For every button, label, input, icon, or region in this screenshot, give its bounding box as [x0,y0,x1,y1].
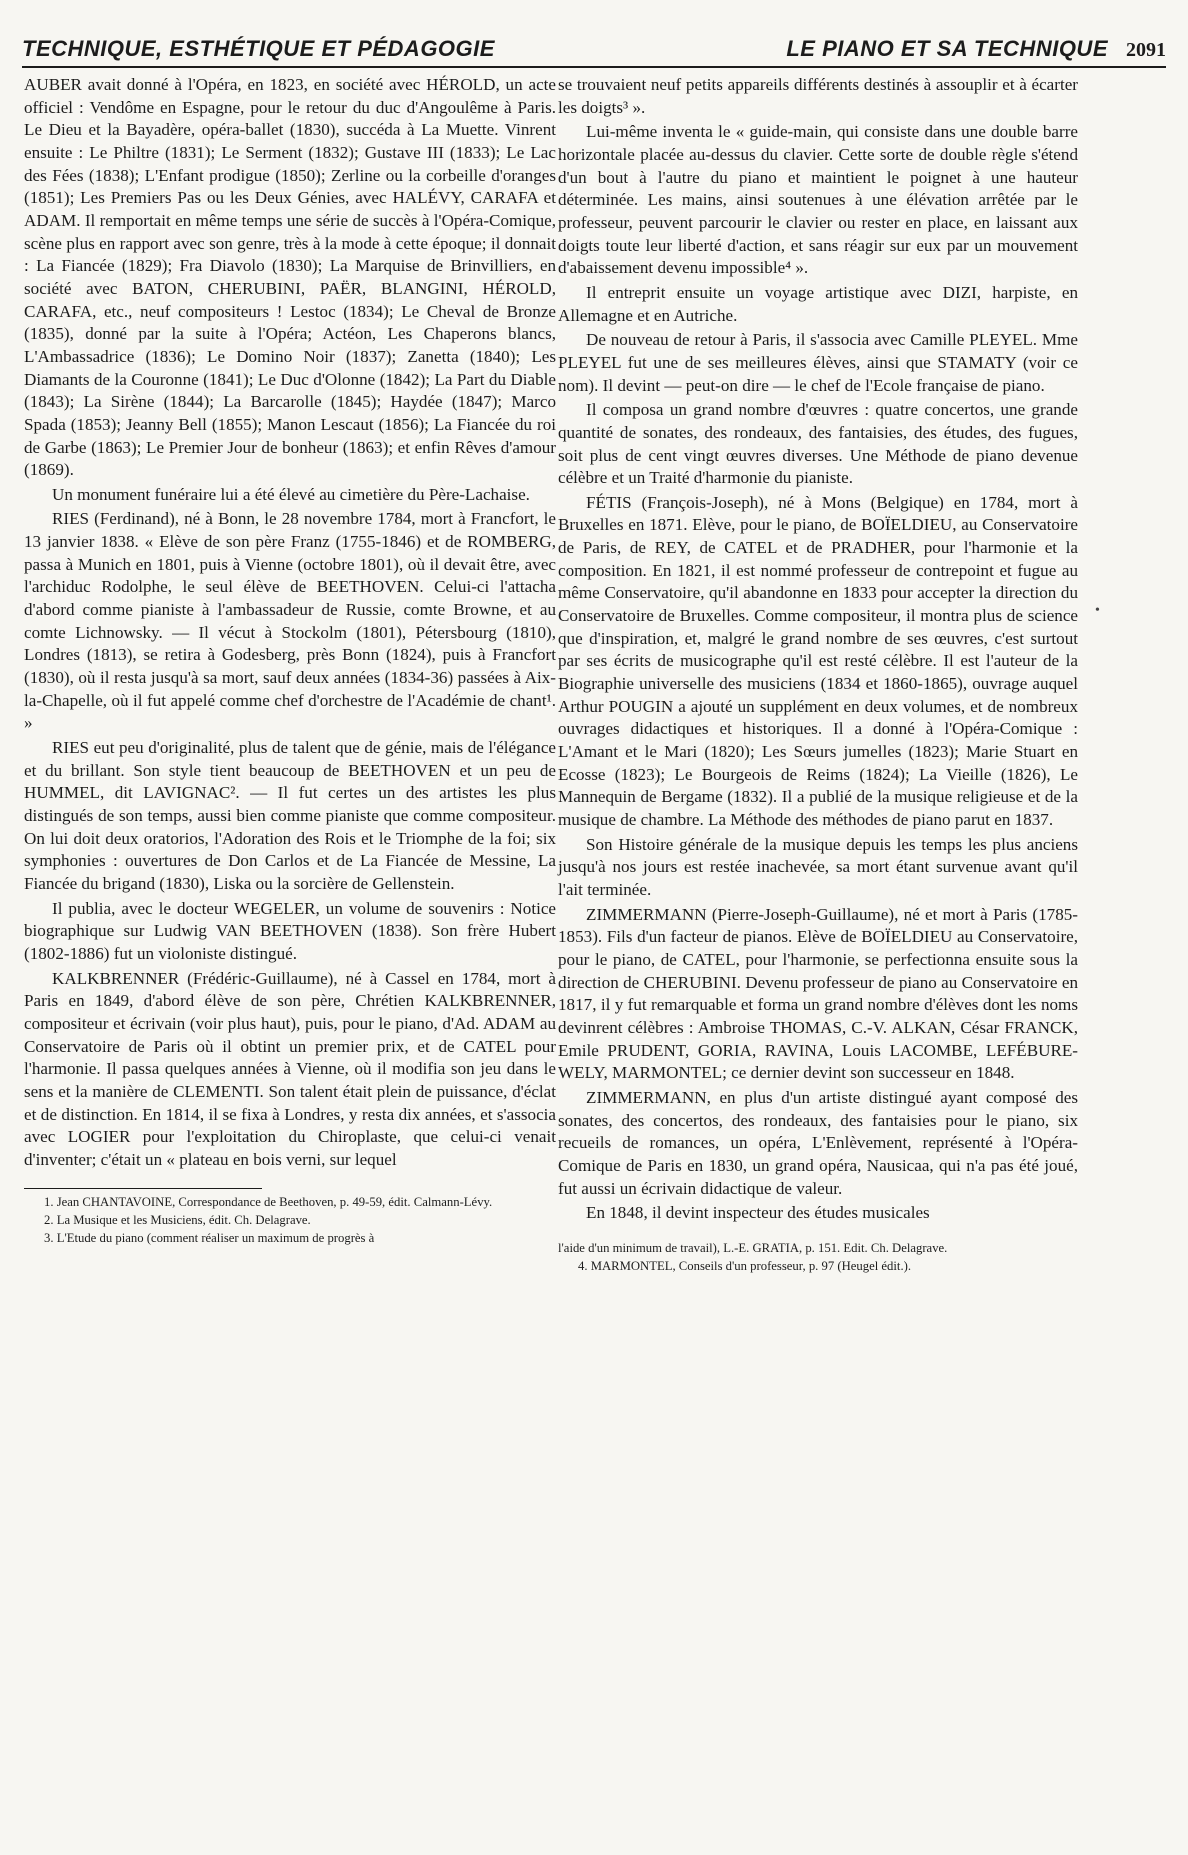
paragraph-ries-style: RIES eut peu d'originalité, plus de talent que de génie, mais de l'élégance et du brillant. Son style tient beaucoup de BEETHOVEN et un peu de HUMMEL, dit LAVIGNAC². — Il fut certes un des artistes les plus distingués de son temps, aussi bien comme pianiste que comme compositeur. On lui doit deux oratorios, l'Adoration des Rois et le Triomphe de la foi; six symphonies : ouvertures de Don Carlos et de La Fiancée de Messine, La Fiancée du brigand (1830), Liska ou la sorcière de Gellenstein. [24,738,556,893]
paragraph-continuation: se trouvaient neuf petits appareils différents destinés à assouplir et à écarter les doigts³ ». [558,75,1078,117]
footnote: 1. Jean CHANTAVOINE, Correspondance de Beethoven, p. 49-59, édit. Calmann-Lévy. [44,1194,493,1209]
paragraph-voyage: Il entreprit ensuite un voyage artistique avec DIZI, harpiste, en Allemagne et en Autriche. [558,282,1078,325]
footnote-divider [24,1188,262,1189]
footnote-continuation: l'aide d'un minimum de travail), L.-E. GRATIA, p. 151. Edit. Ch. Delagrave. [558,1240,948,1255]
page-number: 2091 [1126,39,1166,61]
right-column-body [558,74,1078,1225]
paragraph-histoire: Son Histoire générale de la musique depuis les temps les plus anciens jusqu'à nos jours est restée inachevée, sa mort étant survenue avant qu'il l'ait terminée. [558,834,1078,899]
paragraph-wegeler: Il publia, avec le docteur WEGELER, un volume de souvenirs : Notice biographique sur Ludwig VAN BEETHOVEN (1838). Son frère Hubert (1802-1886) fut un violoniste distingué. [24,898,556,963]
margin-dot: • [1095,603,1100,618]
paragraph-kalkbrenner: KALKBRENNER (Frédéric-Guillaume), né à Cassel en 1784, mort à Paris en 1849, d'abord élève de son père, Chrétien KALKBRENNER, compositeur et écrivain (voir plus haut), puis, pour le piano, d'Ad. ADAM au Conservatoire de Paris où il obtint un premier prix, et de CATEL pour l'harmonie. Il passa quelques années à Vienne, où il modifia son jeu dans le sens et la manière de CLEMENTI. Son talent était plein de puissance, d'éclat et de distinction. En 1814, il se fixa à Londres, y resta dix années, et s'associa avec LOGIER pour l'exploitation du Chiroplaste, que celui-ci venait d'inventer; c'était un « plateau en bois verni, sur lequel [24,968,556,1169]
left-column-body [24,74,556,1172]
paragraph-ries: RIES (Ferdinand), né à Bonn, le 28 novembre 1784, mort à Francfort, le 13 janvier 1838. « Elève de son père Franz (1755-1846) et de ROMBERG, passa à Munich en 1801, puis à Vienne (octobre 1801), où il devait être, avec l'archiduc Rodolphe, le seul élève de BEETHOVEN. Celui-ci l'attacha d'abord comme pianiste à l'ambassadeur de Russie, comte Browne, et au comte Lichnowsky. — Il vécut à Stockolm (1801), Pétersbourg (1810), Londres (1813), se retira à Godesberg, près Bonn (1824), puis à Francfort (1830), où il resta jusqu'à sa mort, sauf deux années (1834-36) passées à Aix-la-Chapelle, où il fut appelé comme chef d'orchestre de l'Académie de chant¹. » [24,509,556,733]
paragraph-pleyel: De nouveau de retour à Paris, il s'associa avec Camille PLEYEL. Mme PLEYEL fut une de ses meilleures élèves, ainsi que STAMATY (voir ce nom). Il devint — peut-on dire — le chef de l'Ecole française de piano. [558,330,1078,395]
right-column [558,74,1078,1275]
paragraph-guide-main: Lui-même inventa le « guide-main, qui consiste dans une double barre horizontale placée au-dessus du clavier. Cette sorte de double règle s'étend d'un bout à l'autre du piano et maintient le poignet à une hauteur déterminée. Les mains, ainsi soutenues à une élévation arrêtée par le professeur, peuvent parcourir le clavier ou rester en place, en laissant aux doigts toute leur liberté d'action, et sans réagir sur eux par un mouvement d'abaissement devenu impossible⁴ ». [558,122,1078,278]
left-column [24,74,556,1247]
left-footnotes [24,1193,556,1247]
paragraph-oeuvres: Il composa un grand nombre d'œuvres : quatre concertos, une grande quantité de sonates, des rondeaux, des fantaisies, des études, des fugues, soit plus de cent vingt œuvres diverses. Une Méthode de piano devenue célèbre et un Traité d'harmonie du pianiste. [558,400,1078,488]
paragraph-auber: AUBER avait donné à l'Opéra, en 1823, en société avec HÉROLD, un acte officiel : Vendôme en Espagne, pour le retour du duc d'Angoulême à Paris. Le Dieu et la Bayadère, opéra-ballet (1830), succéda à La Muette. Vinrent ensuite : Le Philtre (1831); Le Serment (1832); Gustave III (1833); Le Lac des Fées (1838); L'Enfant prodigue (1850); Zerline ou la corbeille d'oranges (1851); Les Premiers Pas ou les Deux Génies, avec HALÉVY, CARAFA et ADAM. Il remportait en même temps une série de succès à l'Opéra-Comique, scène plus en rapport avec son genre, très à la mode à cette époque; il donnait : La Fiancée (1829); Fra Diavolo (1830); La Marquise de Brinvilliers, en société avec BATON, CHERUBINI, PAËR, BLANGINI, HÉROLD, CARAFA, etc., neuf compositeurs ! Lestoc (1834); Le Cheval de Bronze (1835), donné par la suite à l'Opéra; Actéon, Les Chaperons blancs, L'Ambassadrice (1836); Le Domino Noir (1837); Zanetta (1840); Les Diamants de la Couronne (1841); Le Duc d'Olonne (1842); La Part du Diable (1843); La Sirène (1844); La Barcarolle (1845); Haydée (1847); Marco Spada (1853); Jeanny Bell (1855); Manon Lescaut (1856); La Fiancée du roi de Garbe (1863); Le Premier Jour de bonheur (1863); et enfin Rêves d'amour (1869). [24,75,556,480]
paragraph-monument: Un monument funéraire lui a été élevé au cimetière du Père-Lachaise. [52,484,530,504]
footnote: 2. La Musique et les Musiciens, édit. Ch. Delagrave. [44,1212,311,1227]
paragraph-inspecteur: En 1848, il devint inspecteur des études musicales [586,1203,930,1223]
running-header [22,30,1166,68]
paragraph-fetis: FÉTIS (François-Joseph), né à Mons (Belgique) en 1784, mort à Bruxelles en 1871. Elève, pour le piano, de BOÏELDIEU, au Conservatoire de Paris, de REY, de CATEL et de PRADHER, pour l'harmonie et la composition. En 1821, il est nommé professeur de contrepoint et fugue au même Conservatoire, qu'il abandonne en 1833 pour accepter la direction du Conservatoire de Bruxelles. Comme compositeur, il montra plus de science que d'inspiration, et, malgré le grand nombre de ses œuvres, c'est surtout par ses écrits de musicographe qu'il est resté célèbre. Il est l'auteur de la Biographie universelle des musiciens (1834 et 1860-1865), ouvrage auquel Arthur POUGIN a ajouté un supplément en deux volumes, et de nombreux ouvrages didactiques et historiques. Il a donné à l'Opéra-Comique : L'Amant et le Mari (1820); Les Sœurs jumelles (1823); Marie Stuart en Ecosse (1823); Le Bourgeois de Reims (1824); La Vieille (1826), Le Mannequin de Bergame (1832). Il a publié de la musique religieuse et de la musique de chambre. La Méthode des méthodes de piano parut en 1837. [558,492,1078,829]
header-section-title: TECHNIQUE, ESTHÉTIQUE ET PÉDAGOGIE [22,36,495,61]
right-footnotes [558,1239,1078,1275]
paragraph-zimmermann: ZIMMERMANN (Pierre-Joseph-Guillaume), né et mort à Paris (1785-1853). Fils d'un facteur de pianos. Elève de BOÏELDIEU au Conservatoire, pour le piano, de CATEL, pour l'harmonie, se perfectionna ensuite sous la direction de CHERUBINI. Devenu professeur de piano au Conservatoire en 1817, il y fut remarquable et forma un grand nombre d'élèves dont les noms devinrent célèbres : Ambroise THOMAS, C.-V. ALKAN, César FRANCK, Emile PRUDENT, GORIA, RAVINA, Louis LACOMBE, LEFÉBURE-WELY, MARMONTEL; ce dernier devint son successeur en 1848. [558,904,1078,1083]
header-chapter-title: LE PIANO ET SA TECHNIQUE [786,36,1108,61]
footnote: 4. MARMONTEL, Conseils d'un professeur, p. 97 (Heugel édit.). [578,1258,912,1273]
paragraph-zimmermann-works: ZIMMERMANN, en plus d'un artiste distingué ayant composé des sonates, des concertos, des rondeaux, des fantaisies pour le piano, six recueils de romances, un opéra, L'Enlèvement, représenté à l'Opéra-Comique de Paris en 1830, un grand opéra, Nausicaa, qui n'a pas été joué, fut aussi un écrivain didactique de valeur. [558,1087,1078,1198]
footnote: 3. L'Etude du piano (comment réaliser un maximum de progrès à [44,1230,375,1245]
